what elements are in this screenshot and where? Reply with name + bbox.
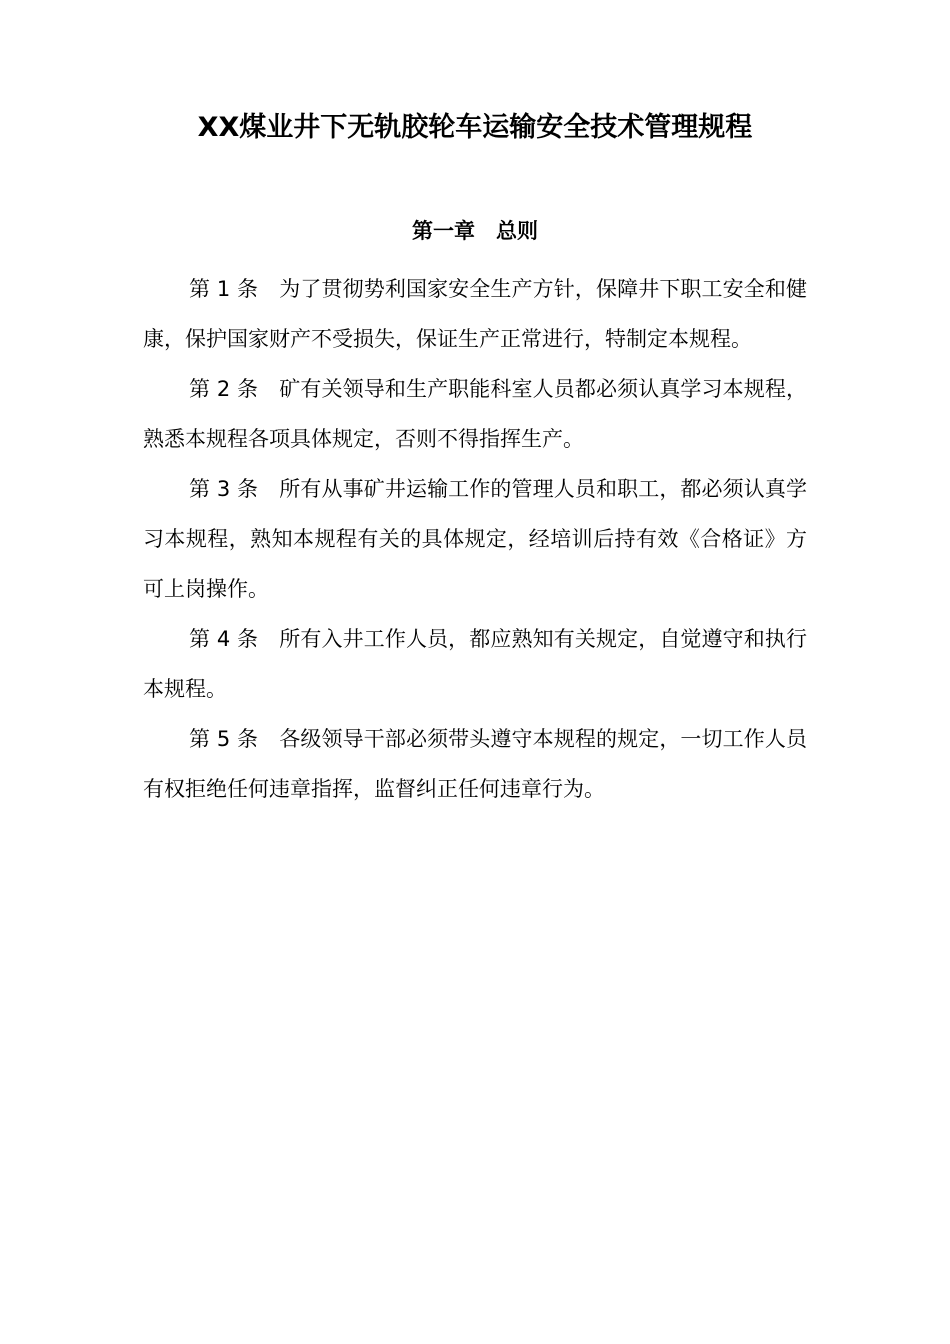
article-number: 第 1 条 (189, 277, 280, 301)
article-1 (143, 264, 807, 364)
article-4 (143, 614, 807, 714)
article-number: 第 4 条 (189, 627, 280, 651)
article-number: 第 2 条 (189, 377, 280, 401)
article-number: 第 5 条 (189, 727, 280, 751)
article-3 (143, 464, 807, 614)
document-body (143, 264, 807, 814)
article-number: 第 3 条 (189, 477, 280, 501)
article-text: 所有入井工作人员，都应熟知有关规定，自觉遵守和执行本规程。 (143, 627, 807, 701)
article-2 (143, 364, 807, 464)
chapter-heading: 第一章 总则 (412, 219, 538, 243)
document-title: XX煤业井下无轨胶轮车运输安全技术管理规程 (197, 112, 753, 143)
article-text: 所有从事矿井运输工作的管理人员和职工，都必须认真学习本规程，熟知本规程有关的具体规定，经培训后持有效《合格证》方可上岗操作。 (143, 477, 807, 601)
article-text: 矿有关领导和生产职能科室人员都必须认真学习本规程，熟悉本规程各项具体规定，否则不得指挥生产。 (143, 377, 807, 451)
article-5 (143, 714, 807, 814)
article-text: 各级领导干部必须带头遵守本规程的规定，一切工作人员有权拒绝任何违章指挥，监督纠正任何违章行为。 (143, 727, 807, 801)
article-text: 为了贯彻势利国家安全生产方针，保障井下职工安全和健康，保护国家财产不受损失，保证生产正常进行，特制定本规程。 (143, 277, 807, 351)
